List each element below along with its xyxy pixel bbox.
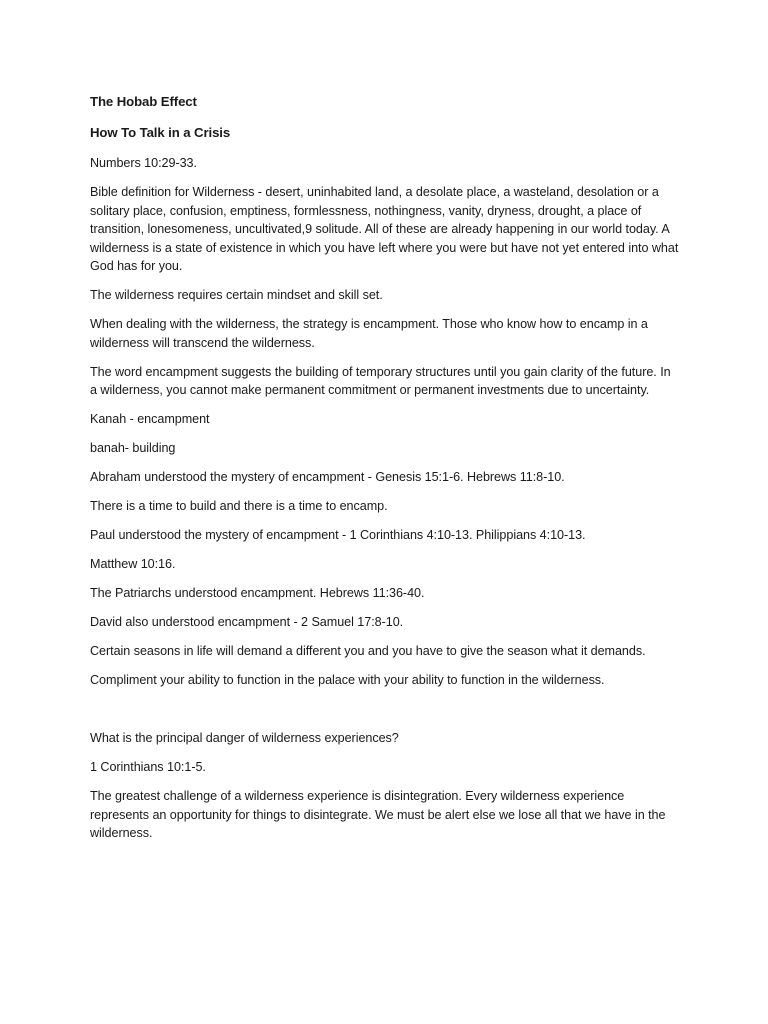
document-body-part2 <box>90 729 680 843</box>
paragraph: Kanah - encampment <box>90 412 210 426</box>
paragraph: What is the principal danger of wilderness experiences? <box>90 731 399 745</box>
paragraph: 1 Corinthians 10:1-5. <box>90 760 206 774</box>
document-body-part1 <box>90 154 680 690</box>
paragraph: Bible definition for Wilderness - desert, uninhabited land, a desolate place, a wasteland, desolation or a solitary place, confusion, emptiness, formlessness, nothingness, vanity, dryness, drought, a place of transition, lonesomeness, uncultivated,9 solitude. All of these are already happening in our world today. A wilderness is a state of existence in which you have left where you were but have not yet entered into what God has for you. <box>90 185 679 273</box>
paragraph: The greatest challenge of a wilderness experience is disintegration. Every wilderness experience represents an opportunity for things to disintegrate. We must be alert else we lose all that we have in the wilderness. <box>90 789 666 840</box>
paragraph: Numbers 10:29-33. <box>90 156 197 170</box>
paragraph: Matthew 10:16. <box>90 557 176 571</box>
paragraph: The word encampment suggests the building of temporary structures until you gain clarity of the future. In a wilderness, you cannot make permanent commitment or permanent investments due to uncertainty. <box>90 364 671 397</box>
document-page <box>90 92 680 853</box>
paragraph: There is a time to build and there is a time to encamp. <box>90 499 388 513</box>
paragraph: The wilderness requires certain mindset and skill set. <box>90 288 383 302</box>
document-subtitle: How To Talk in a Crisis <box>90 125 231 140</box>
paragraph: David also understood encampment - 2 Samuel 17:8-10. <box>90 615 404 629</box>
paragraph: Certain seasons in life will demand a different you and you have to give the season what it demands. <box>90 644 646 658</box>
paragraph: When dealing with the wilderness, the strategy is encampment. Those who know how to encamp in a wilderness will transcend the wilderness. <box>90 317 648 350</box>
paragraph: Compliment your ability to function in the palace with your ability to function in the wilderness. <box>90 673 605 687</box>
paragraph: Abraham understood the mystery of encampment - Genesis 15:1-6. Hebrews 11:8-10. <box>90 470 565 484</box>
paragraph: The Patriarchs understood encampment. Hebrews 11:36-40. <box>90 586 425 600</box>
blank-line <box>90 700 680 729</box>
paragraph: banah- building <box>90 441 176 455</box>
document-title: The Hobab Effect <box>90 94 197 109</box>
paragraph: Paul understood the mystery of encampment - 1 Corinthians 4:10-13. Philippians 4:10-13. <box>90 528 586 542</box>
